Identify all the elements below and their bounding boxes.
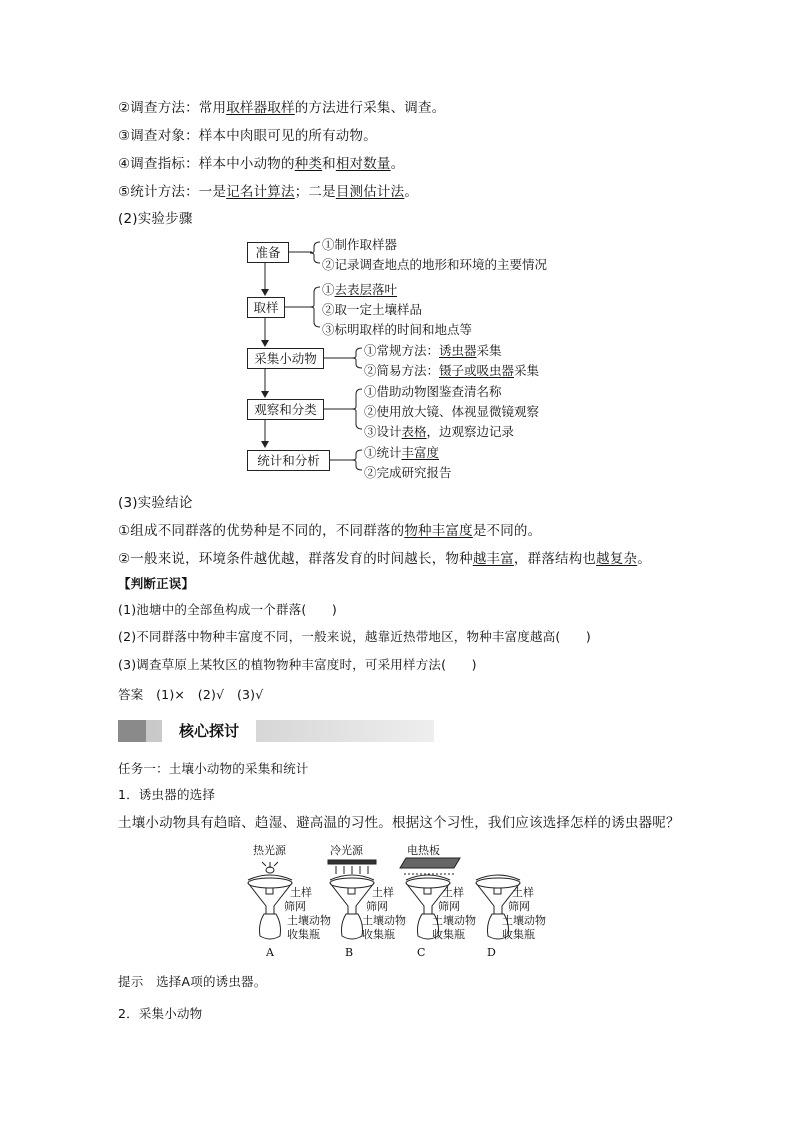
flow-s2-item-3: ③标明取样的时间和地点等 xyxy=(322,322,473,337)
b-label-animal: 土壤动物 xyxy=(362,914,406,927)
b-label-bottle: 收集瓶 xyxy=(362,928,395,941)
c-label-bottle: 收集瓶 xyxy=(432,928,465,941)
method-line-3: ③调查对象：样本中肉眼可见的所有动物。 xyxy=(118,128,377,144)
judge-heading: 【判断正误】 xyxy=(118,576,195,591)
conclusion-heading: (3)实验结论 xyxy=(118,495,193,511)
hint-text: 提示 选择A项的诱虫器。 xyxy=(118,974,267,989)
d-label-soil: 土样 xyxy=(512,886,534,899)
flow-s4-item-2: ②使用放大镜、体视显微镜观察 xyxy=(364,404,540,419)
flow-s3-item-2: ②简易方法：镊子或吸虫器采集 xyxy=(364,363,540,378)
option-b: B xyxy=(345,946,354,959)
source-label-hot: 热光源 xyxy=(253,844,286,857)
source-label-cold: 冷光源 xyxy=(330,844,363,857)
flow-step-statistics: 统计和分析 xyxy=(247,450,330,471)
a-label-animal: 土壤动物 xyxy=(287,914,331,927)
c-label-soil: 土样 xyxy=(442,886,464,899)
judge-q2: (2)不同群落中物种丰富度不同，一般来说，越靠近热带地区，物种丰富度越高( ) xyxy=(118,629,591,644)
flow-step-observe: 观察和分类 xyxy=(247,399,324,420)
flow-s2-item-1: ①去表层落叶 xyxy=(322,282,398,297)
b-label-soil: 土样 xyxy=(372,886,394,899)
task-1-heading: 任务一：土壤小动物的采集和统计 xyxy=(118,761,309,776)
a-label-soil: 土样 xyxy=(290,886,312,899)
source-label-heater: 电热板 xyxy=(407,844,440,857)
flow-s4-item-3: ③设计表格，边观察边记录 xyxy=(364,424,515,439)
method-line-5: ⑤统计方法：一是记名计算法；二是目测估计法。 xyxy=(118,184,419,200)
section-banner xyxy=(118,720,434,742)
steps-heading: (2)实验步骤 xyxy=(118,211,193,227)
judge-q3: (3)调查草原上某牧区的植物物种丰富度时，可采用样方法( ) xyxy=(118,657,477,672)
subheading-2: 2．采集小动物 xyxy=(118,1006,203,1021)
option-a: A xyxy=(266,946,274,959)
flow-step-collect: 采集小动物 xyxy=(247,348,324,369)
flow-s5-item-1: ①统计丰富度 xyxy=(364,445,440,460)
flow-s4-item-1: ①借助动物图鉴查清名称 xyxy=(364,384,502,399)
d-label-bottle: 收集瓶 xyxy=(502,928,535,941)
c-label-animal: 土壤动物 xyxy=(432,914,476,927)
c-label-sieve: 筛网 xyxy=(438,900,460,913)
method-line-2: ②调查方法：常用取样器取样的方法进行采集、调查。 xyxy=(118,100,446,116)
option-d: D xyxy=(487,946,496,959)
a-label-bottle: 收集瓶 xyxy=(287,928,320,941)
conclusion-line-1: ①组成不同群落的优势种是不同的，不同群落的物种丰富度是不同的。 xyxy=(118,523,542,539)
banner-dark-block xyxy=(118,720,146,742)
d-label-sieve: 筛网 xyxy=(508,900,530,913)
judge-q1: (1)池塘中的全部鱼构成一个群落( ) xyxy=(118,602,337,617)
a-label-sieve: 筛网 xyxy=(284,900,306,913)
question-text: 土壤小动物具有趋暗、趋湿、避高温的习性。根据这个习性，我们应该选择怎样的诱虫器呢？ xyxy=(118,815,680,831)
flow-step-prepare: 准备 xyxy=(247,242,289,263)
section-title: 核心探讨 xyxy=(162,720,256,742)
flow-s2-item-2: ②取一定土壤样品 xyxy=(322,302,423,317)
d-label-animal: 土壤动物 xyxy=(502,914,546,927)
conclusion-line-2: ②一般来说，环境条件越优越，群落发育的时间越长，物种越丰富，群落结构也越复杂。 xyxy=(118,551,651,567)
flow-s3-item-1: ①常规方法：诱虫器采集 xyxy=(364,343,502,358)
flow-s5-item-2: ②完成研究报告 xyxy=(364,465,452,480)
option-c: C xyxy=(417,946,426,959)
judge-answer: 答案 (1)× (2)√ (3)√ xyxy=(118,687,264,702)
subheading-1: 1．诱虫器的选择 xyxy=(118,787,216,802)
b-label-sieve: 筛网 xyxy=(366,900,388,913)
flow-s1-item-2: ②记录调查地点的地形和环境的主要情况 xyxy=(322,257,548,272)
method-line-4: ④调查指标：样本中小动物的种类和相对数量。 xyxy=(118,156,405,172)
flow-step-sampling: 取样 xyxy=(247,297,285,318)
flow-s1-item-1: ①制作取样器 xyxy=(322,237,398,252)
